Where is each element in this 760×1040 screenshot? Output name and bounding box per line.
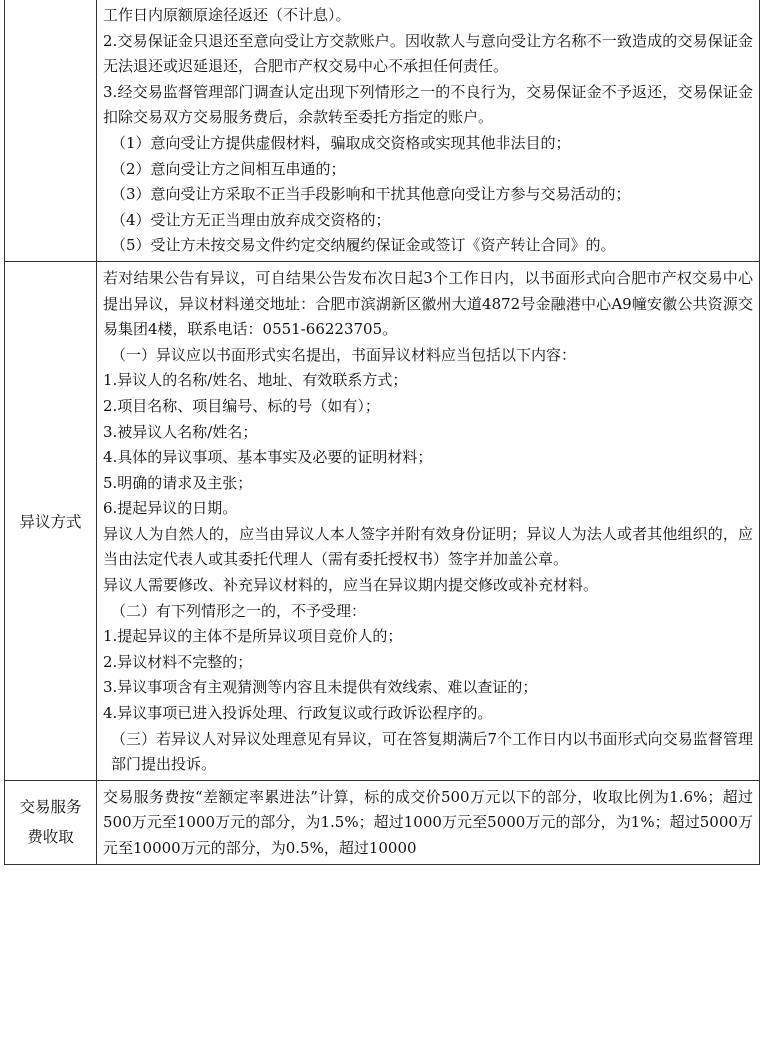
- row-label-objection-method: 异议方式: [5, 261, 97, 780]
- list-item: （3）意向受让方采取不正当手段影响和干扰其他意向受让方参与交易活动的；: [111, 185, 631, 204]
- paragraph: 若对结果公告有异议，可自结果公告发布次日起3个工作日内，以书面形式向合肥市产权交易中心提出异议，异议材料递交地址：合肥市滨湖新区徽州大道4872号金融港中心A9幢安徽公共资源交易集团4楼，联系电话：0551-66223705。: [103, 268, 753, 339]
- list-item: 5.明确的请求及主张；: [103, 473, 253, 492]
- table-row: [5, 780, 760, 864]
- row-content-deposit-rules: [97, 0, 760, 261]
- list-item: 6.提起异议的日期。: [103, 499, 238, 518]
- list-item: （2）意向受让方之间相互串通的；: [111, 159, 346, 178]
- paragraph: 工作日内原额原途径返还（不计息）。: [103, 6, 351, 24]
- paragraph: 异议人为自然人的，应当由异议人本人签字并附有效身份证明；异议人为法人或者其他组织的，应当由法定代表人或其委托代理人（需有委托授权书）签字并加盖公章。: [103, 524, 753, 569]
- section-heading: （二）有下列情形之一的，不予受理：: [111, 601, 367, 620]
- list-item: （5）受让方未按交易文件约定交纳履约保证金或签订《资产转让合同》的。: [111, 236, 616, 255]
- list-item: 1.提起异议的主体不是所异议项目竞价人的；: [103, 627, 403, 646]
- section-heading: （一）异议应以书面形式实名提出，书面异议材料应当包括以下内容：: [111, 345, 577, 364]
- list-item: 2.异议材料不完整的；: [103, 652, 253, 671]
- paragraph: 3.经交易监督管理部门调查认定出现下列情形之一的不良行为，交易保证金不予返还，交易保证金扣除交易双方交易服务费后，余款转至委托方指定的账户。: [103, 82, 753, 127]
- list-item: （4）受让方无正当理由放弃成交资格的；: [111, 210, 391, 229]
- row-label-text: 交易服务费收取: [19, 798, 82, 847]
- list-item: 3.被异议人名称/姓名；: [103, 422, 258, 441]
- table-row: [5, 0, 760, 261]
- row-content-objection-method: [97, 261, 760, 780]
- paragraph: 交易服务费按“差额定率累进法”计算，标的成交价500万元以下的部分，收取比例为1.6%；超过500万元至1000万元的部分，为1.5%；超过1000万元至5000万元的部分，为1%；超过5000万元至10000万元的部分，为0.5%，超过10000: [103, 787, 753, 857]
- paragraph: （三）若异议人对异议处理意见有异议，可在答复期满后7个工作日内以书面形式向交易监督管理部门提出投诉。: [111, 729, 753, 774]
- list-item: 2.项目名称、项目编号、标的号（如有）；: [103, 396, 380, 415]
- list-item: 1.异议人的名称/姓名、地址、有效联系方式；: [103, 371, 408, 390]
- announcement-table: [4, 0, 760, 865]
- paragraph: 异议人需要修改、补充异议材料的，应当在异议期内提交修改或补充材料。: [103, 576, 599, 595]
- table-row: [5, 261, 760, 780]
- row-label-service-fee: [5, 780, 97, 864]
- row-label-empty: [5, 0, 97, 261]
- paragraph: 2.交易保证金只退还至意向受让方交款账户。因收款人与意向受让方名称不一致造成的交易保证金无法退还或迟延退还，合肥市产权交易中心不承担任何责任。: [103, 31, 753, 76]
- row-content-service-fee: [97, 780, 760, 864]
- list-item: 3.异议事项含有主观猜测等内容且未提供有效线索、难以查证的；: [103, 678, 538, 697]
- list-item: （1）意向受让方提供虚假材料，骗取成交资格或实现其他非法目的；: [111, 133, 571, 152]
- list-item: 4.异议事项已进入投诉处理、行政复议或行政诉讼程序的。: [103, 704, 493, 723]
- list-item: 4.具体的异议事项、基本事实及必要的证明材料；: [103, 448, 433, 467]
